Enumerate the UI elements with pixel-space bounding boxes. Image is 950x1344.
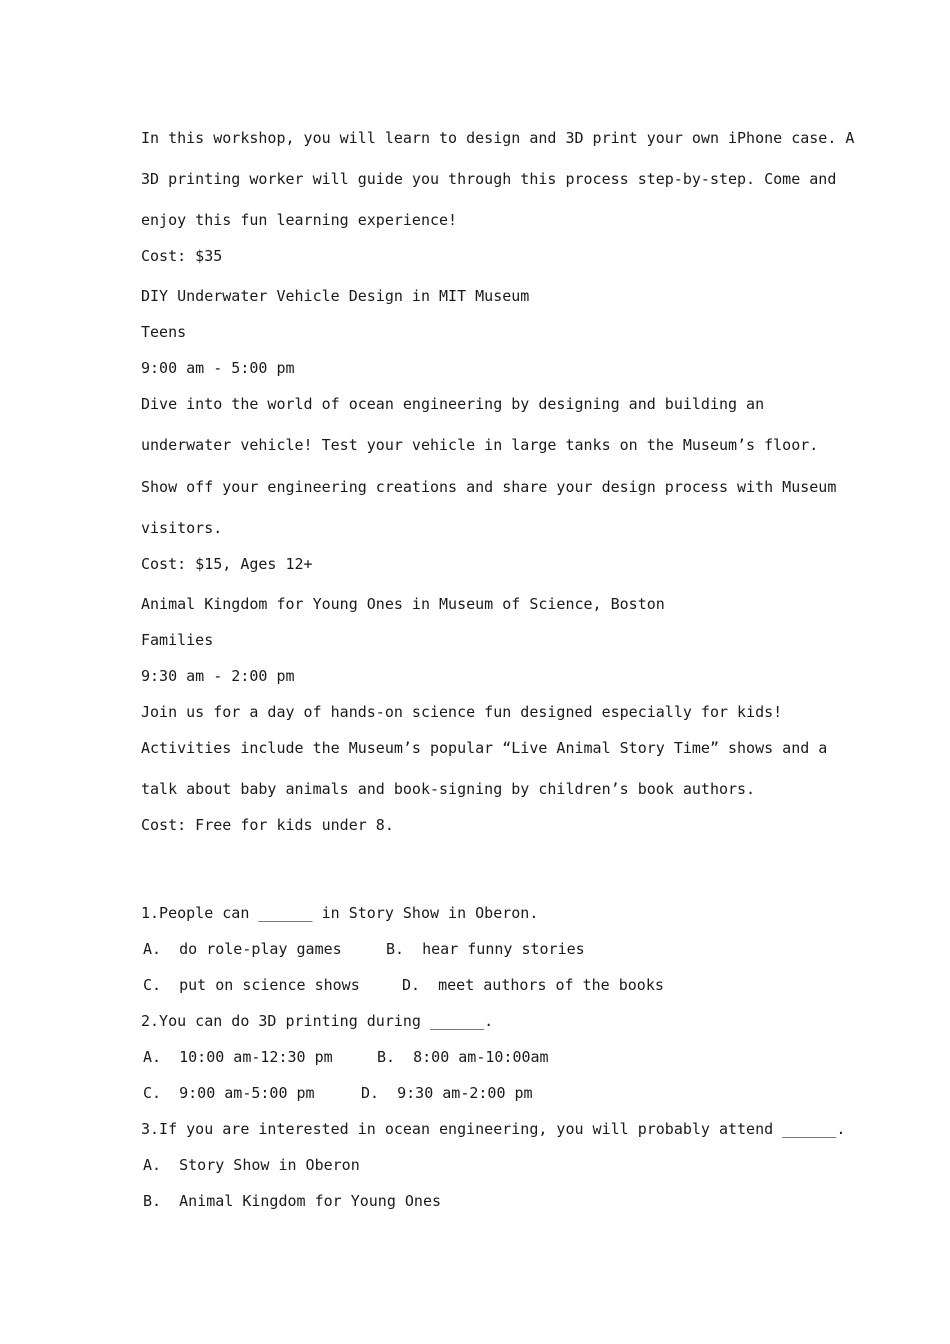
event2-desc-line-1: Dive into the world of ocean engineering by designing and building an <box>141 395 765 413</box>
event2-cost: Cost: $15, Ages 12+ <box>141 555 313 573</box>
question-1-option-b: B. hear funny stories <box>386 940 585 958</box>
question-2-option-c: C. 9:00 am-5:00 pm <box>143 1084 315 1102</box>
question-2-stem: 2.You can do 3D printing during ______. <box>141 1012 494 1030</box>
event2-desc-line-2: underwater vehicle! Test your vehicle in large tanks on the Museum’s floor. <box>141 436 819 454</box>
event3-cost: Cost: Free for kids under 8. <box>141 816 394 834</box>
event3-desc-line-3: talk about baby animals and book-signing by children’s book authors. <box>141 780 756 798</box>
question-2-option-b: B. 8:00 am-10:00am <box>377 1048 549 1066</box>
intro-line-1: In this workshop, you will learn to design and 3D print your own iPhone case. A <box>141 129 855 147</box>
question-2-option-d: D. 9:30 am-2:00 pm <box>361 1084 533 1102</box>
question-1-option-c: C. put on science shows <box>143 976 360 994</box>
event3-title: Animal Kingdom for Young Ones in Museum of Science, Boston <box>141 595 665 613</box>
event2-audience: Teens <box>141 323 187 341</box>
event3-desc-line-1: Join us for a day of hands-on science fun designed especially for kids! <box>141 703 783 721</box>
question-2-option-a: A. 10:00 am-12:30 pm <box>143 1048 333 1066</box>
event2-title: DIY Underwater Vehicle Design in MIT Museum <box>141 287 530 305</box>
question-1-option-a: A. do role-play games <box>143 940 342 958</box>
intro-cost: Cost: $35 <box>141 247 223 265</box>
question-3-option-a: A. Story Show in Oberon <box>143 1156 360 1174</box>
event3-desc-line-2: Activities include the Museum’s popular “Live Animal Story Time” shows and a <box>141 739 828 757</box>
event2-desc-line-4: visitors. <box>141 519 223 537</box>
event3-time: 9:30 am - 2:00 pm <box>141 667 295 685</box>
question-1-option-d: D. meet authors of the books <box>402 976 664 994</box>
event2-desc-line-3: Show off your engineering creations and share your design process with Museum <box>141 478 837 496</box>
question-1-stem: 1.People can ______ in Story Show in Oberon. <box>141 904 539 922</box>
intro-line-3: enjoy this fun learning experience! <box>141 211 458 229</box>
question-3-option-b: B. Animal Kingdom for Young Ones <box>143 1192 442 1210</box>
intro-line-2: 3D printing worker will guide you through this process step-by-step. Come and <box>141 170 837 188</box>
event2-time: 9:00 am - 5:00 pm <box>141 359 295 377</box>
question-3-stem: 3.If you are interested in ocean engineering, you will probably attend ______. <box>141 1120 846 1138</box>
event3-audience: Families <box>141 631 214 649</box>
